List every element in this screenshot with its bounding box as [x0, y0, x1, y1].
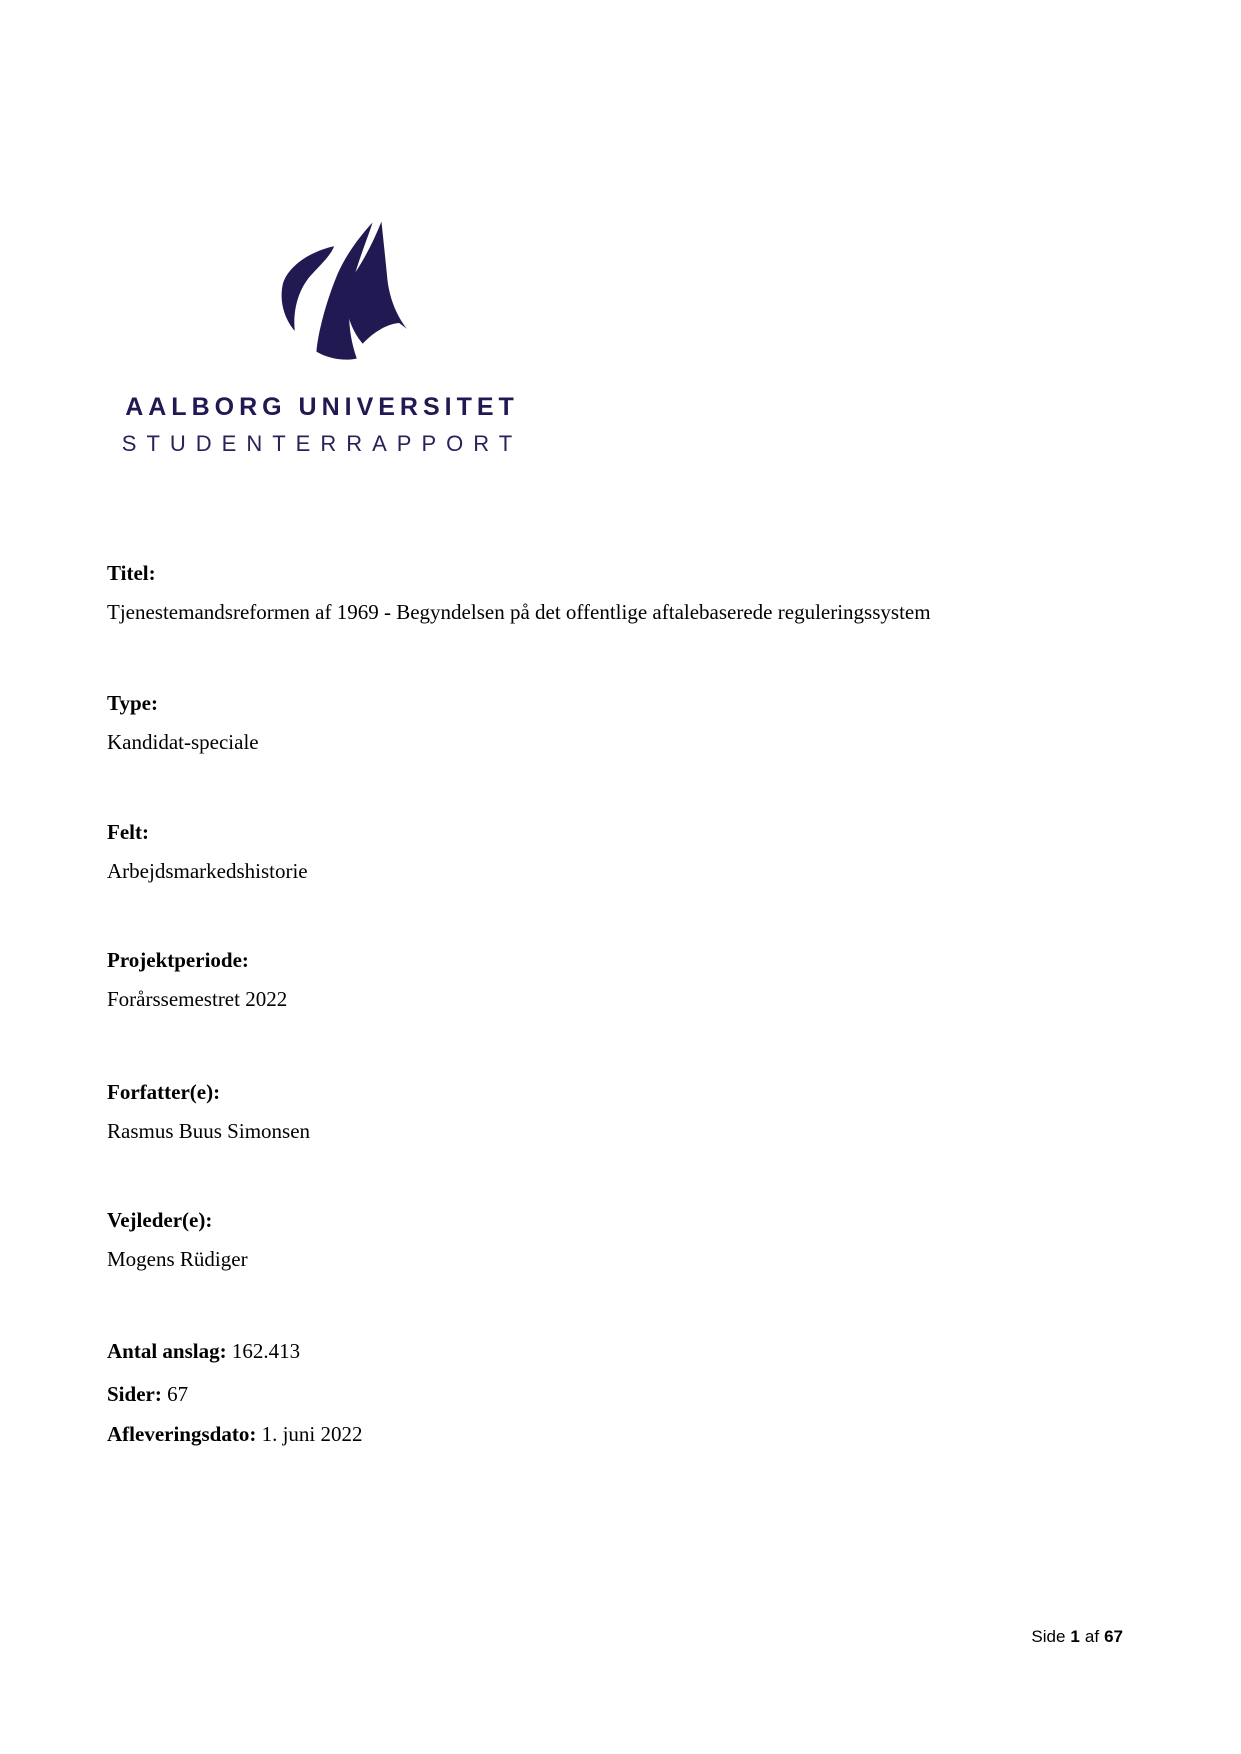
meta-antal-anslag-value: 162.413	[231, 1339, 301, 1363]
field-vejleder-label: Vejleder(e):	[107, 1208, 213, 1232]
field-forfatter	[107, 1079, 1147, 1144]
page-footer	[1031, 1626, 1123, 1648]
meta-antal-anslag	[107, 1338, 1147, 1364]
field-felt-label: Felt:	[107, 820, 149, 844]
meta-sider-value: 67	[167, 1382, 189, 1406]
meta-afleveringsdato-value: 1. juni 2022	[261, 1422, 363, 1446]
field-forfatter-label: Forfatter(e):	[107, 1080, 221, 1104]
meta-afleveringsdato	[107, 1421, 1147, 1447]
field-felt-value: Arbejdsmarkedshistorie	[107, 859, 308, 883]
footer-page-number: 1	[1070, 1627, 1080, 1646]
report-kind-label: STUDENTERRAPPORT	[121, 431, 523, 456]
footer-of-label: af	[1084, 1627, 1100, 1646]
aalborg-universitet-logo-icon	[279, 221, 409, 362]
field-projektperiode-label: Projektperiode:	[107, 948, 249, 972]
meta-antal-anslag-label: Antal anslag:	[107, 1339, 227, 1363]
field-type-value: Kandidat-speciale	[107, 730, 259, 754]
meta-afleveringsdato-label: Afleveringsdato:	[107, 1422, 257, 1446]
field-projektperiode-value: Forårssemestret 2022	[107, 987, 288, 1011]
footer-total-pages: 67	[1104, 1627, 1123, 1646]
footer-side-label: Side	[1031, 1627, 1066, 1646]
field-vejleder-value: Mogens Rüdiger	[107, 1247, 248, 1271]
field-vejleder	[107, 1207, 1147, 1272]
field-forfatter-value: Rasmus Buus Simonsen	[107, 1119, 311, 1143]
field-felt	[107, 819, 1147, 884]
field-type	[107, 690, 1147, 755]
university-name: AALBORG UNIVERSITET	[125, 393, 519, 421]
field-titel	[107, 560, 1147, 625]
university-logo-block	[107, 221, 537, 457]
field-titel-label: Titel:	[107, 561, 156, 585]
field-type-label: Type:	[107, 691, 158, 715]
meta-sider-label: Sider:	[107, 1382, 162, 1406]
field-projektperiode	[107, 947, 1147, 1012]
field-titel-value: Tjenestemandsreformen af 1969 - Begyndelsen på det offentlige aftalebaserede reguleringssystem	[107, 600, 931, 624]
meta-sider	[107, 1381, 1147, 1407]
